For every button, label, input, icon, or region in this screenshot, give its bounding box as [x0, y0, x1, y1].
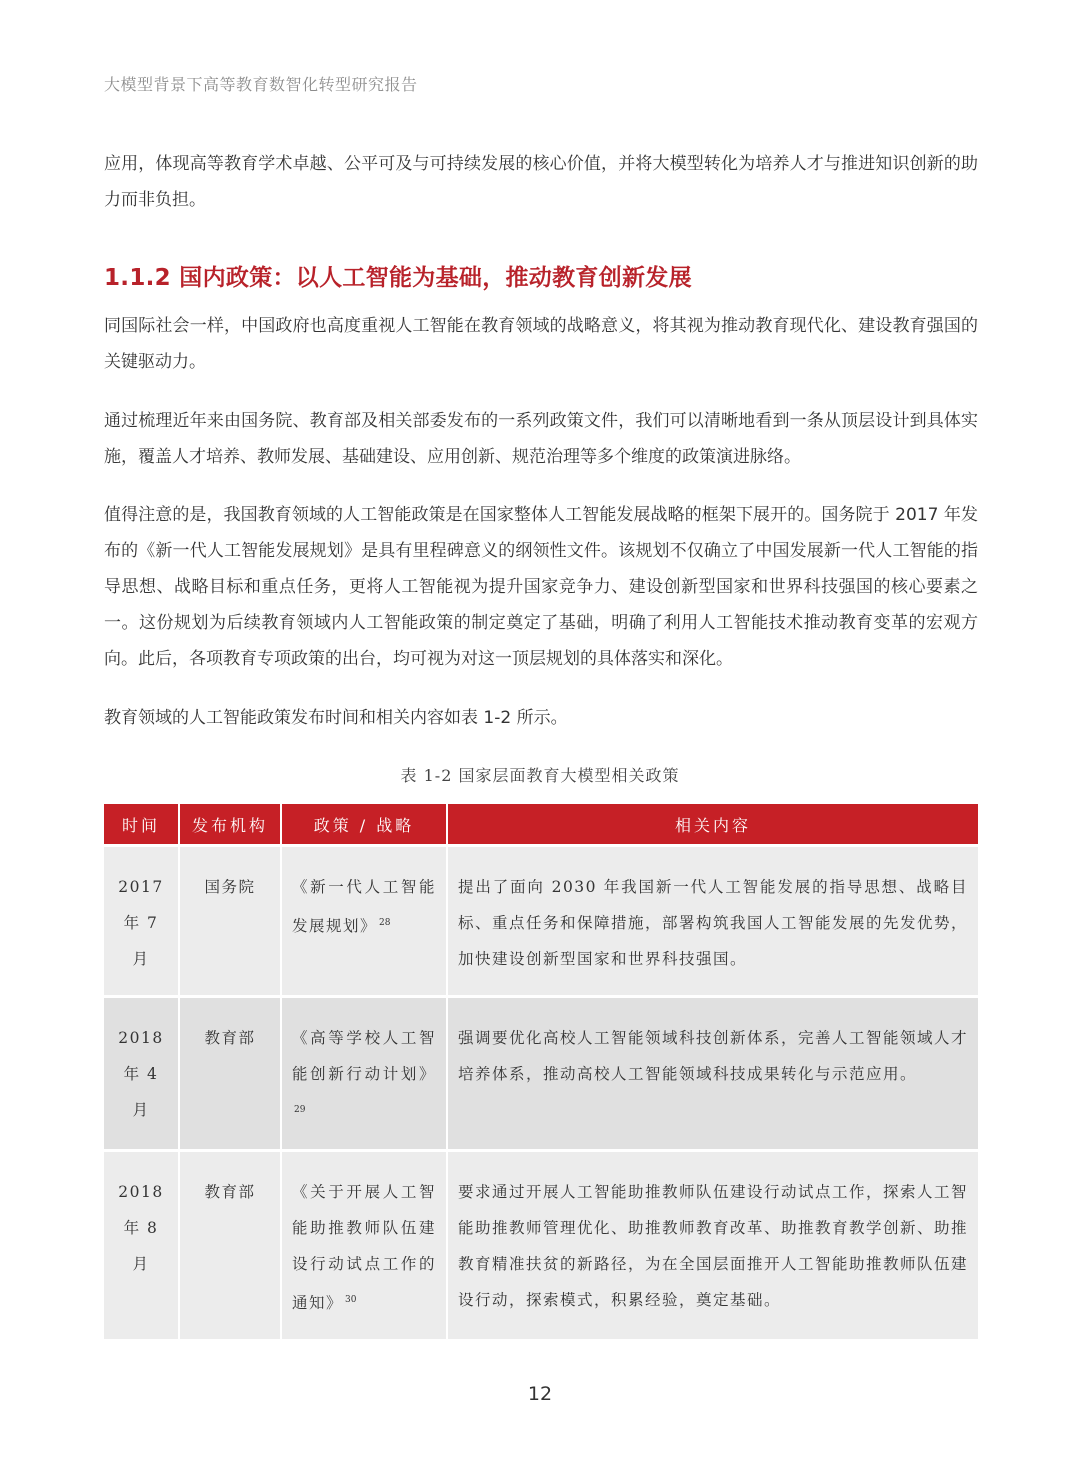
- policy-name: 《关于开展人工智能助推教师队伍建设行动试点工作的通知》: [292, 1183, 436, 1312]
- running-header-title: 大模型背景下高等教育数智化转型研究报告: [104, 75, 418, 94]
- cell-org: 教育部: [180, 995, 282, 1149]
- paragraph-5: 教育领域的人工智能政策发布时间和相关内容如表 1-2 所示。: [104, 708, 568, 728]
- page-number: 12: [527, 1383, 553, 1405]
- cell-content: 提出了面向 2030 年我国新一代人工智能发展的指导思想、战略目标、重点任务和保障措施，部署构筑我国人工智能发展的先发优势，加快建设创新型国家和世界科技强国。: [448, 844, 978, 995]
- header-policy: 政策 / 战略: [282, 804, 448, 844]
- section-title: 1.1.2 国内政策：以人工智能为基础，推动教育创新发展: [104, 265, 692, 291]
- table-header-row: [104, 804, 978, 844]
- paragraph-1: 应用，体现高等教育学术卓越、公平可及与可持续发展的核心价值，并将大模型转化为培养人才与推进知识创新的助力而非负担。: [104, 154, 978, 210]
- cell-org: 教育部: [180, 1149, 282, 1339]
- cell-time: 2018 年 8 月: [104, 1149, 180, 1339]
- policy-name: 《新一代人工智能发展规划》: [292, 878, 436, 935]
- cell-policy: [282, 1149, 448, 1339]
- cell-policy: [282, 844, 448, 995]
- policy-table: [104, 804, 978, 1339]
- reference-marker: 28: [379, 918, 391, 928]
- cell-content: 要求通过开展人工智能助推教师队伍建设行动试点工作，探索人工智能助推教师管理优化、助推教师教育改革、助推教育教学创新、助推教育精准扶贫的新路径，为在全国层面推开人工智能助推教师队伍建设行动，探索模式，积累经验，奠定基础。: [448, 1149, 978, 1339]
- header-org: 发布机构: [180, 804, 282, 844]
- reference-marker: 29: [294, 1105, 306, 1115]
- cell-policy: [282, 995, 448, 1149]
- header-time: 时间: [104, 804, 180, 844]
- cell-time: 2018 年 4 月: [104, 995, 180, 1149]
- policy-name: 《高等学校人工智能创新行动计划》: [292, 1029, 436, 1083]
- cell-time: 2017 年 7 月: [104, 844, 180, 995]
- reference-marker: 30: [345, 1295, 357, 1305]
- paragraph-4: 值得注意的是，我国教育领域的人工智能政策是在国家整体人工智能发展战略的框架下展开的。国务院于 2017 年发布的《新一代人工智能发展规划》是具有里程碑意义的纲领性文件。该规划不仅确立了中国发展新一代人工智能的指导思想、战略目标和重点任务，更将人工智能视为提升国家竞争力、建设创新型国家和世界科技强国的核心要素之一。这份规划为后续教育领域内人工智能政策的制定奠定了基础，明确了利用人工智能技术推动教育变革的宏观方向。此后，各项教育专项政策的出台，均可视为对这一顶层规划的具体落实和深化。: [104, 505, 978, 669]
- cell-content: 强调要优化高校人工智能领域科技创新体系，完善人工智能领域人才培养体系，推动高校人工智能领域科技成果转化与示范应用。: [448, 995, 978, 1149]
- header-content: 相关内容: [448, 804, 978, 844]
- paragraph-3: 通过梳理近年来由国务院、教育部及相关部委发布的一系列政策文件，我们可以清晰地看到一条从顶层设计到具体实施，覆盖人才培养、教师发展、基础建设、应用创新、规范治理等多个维度的政策演进脉络。: [104, 411, 978, 467]
- paragraph-2: 同国际社会一样，中国政府也高度重视人工智能在教育领域的战略意义，将其视为推动教育现代化、建设教育强国的关键驱动力。: [104, 316, 978, 372]
- table-row: [104, 1149, 978, 1339]
- table-row: [104, 995, 978, 1149]
- table-caption: 表 1-2 国家层面教育大模型相关政策: [400, 766, 680, 785]
- cell-org: 国务院: [180, 844, 282, 995]
- table-row: [104, 844, 978, 995]
